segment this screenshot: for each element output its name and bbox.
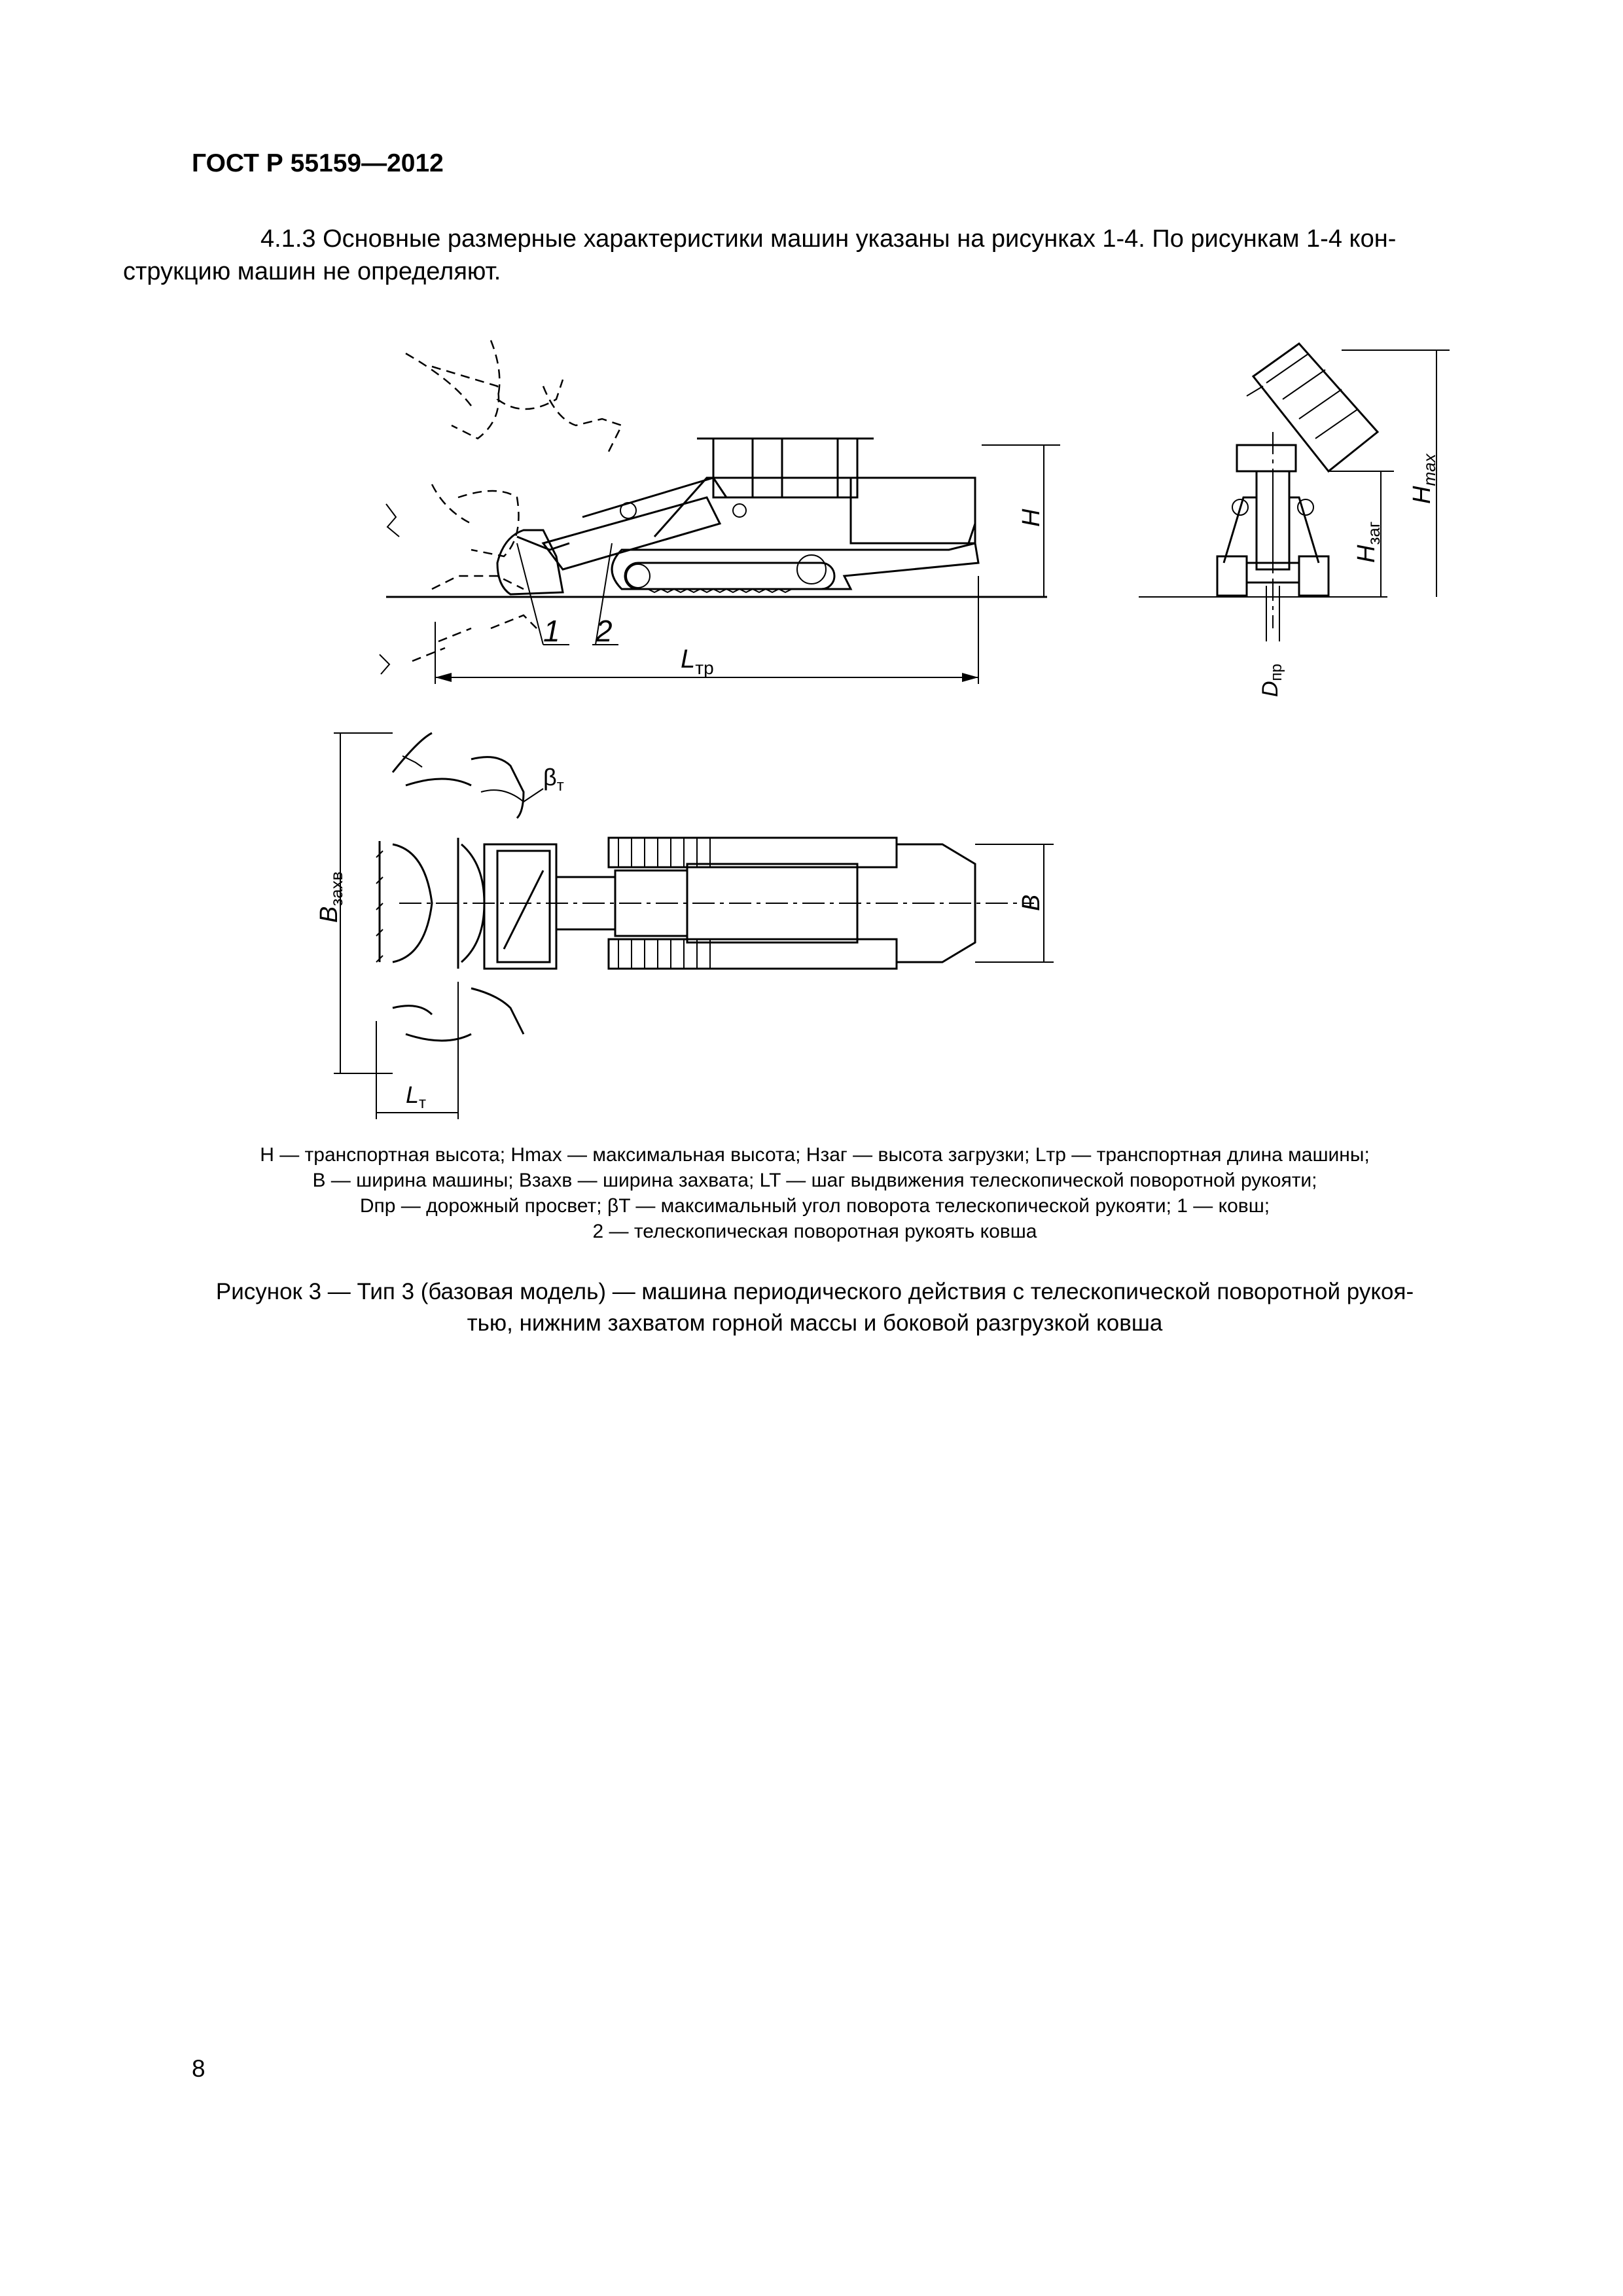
Dpr-label: Dпр: [1258, 664, 1285, 697]
legend-line-3: Dпр — дорожный просвет; βT — максимальный угол поворота телескопической рукояти; 1 — ковш;: [359, 1195, 1270, 1217]
intro-line-1: 4.1.3 Основные размерные характеристики машин указаны на рисунках 1-4. По рисункам 1-4 кон-: [260, 225, 1397, 253]
caption-line-2: тью, нижним захватом горной массы и боковой разгрузкой ковша: [467, 1310, 1163, 1336]
beta-label: $\beta_т$: [543, 764, 564, 795]
bucket-raised-ghost-3: [543, 386, 622, 452]
bucket-working-ghost: [432, 484, 519, 556]
cab-frame: [713, 439, 857, 497]
L-label: $L_{тр}$: [681, 645, 714, 678]
swing-teeth-ul: [402, 756, 422, 767]
swing-bucket-upper-left: [393, 733, 471, 785]
page-number: 8: [192, 2055, 205, 2082]
front-bucket-edge: [1247, 386, 1263, 396]
Bzahv-label: $B_{захв}$: [315, 871, 346, 923]
legend-line-2: B — ширина машины; Bзахв — ширина захвата; LT — шаг выдвижения телескопической поворотной рукояти;: [312, 1170, 1317, 1191]
front-track-left: [1217, 556, 1247, 596]
caption-line-1: Рисунок 3 — Тип 3 (базовая модель) — машина периодического действия с телескопической поворотной рукоя-: [215, 1279, 1414, 1304]
callout-2: 2: [596, 614, 613, 648]
track-sprocket-icon: [797, 555, 826, 584]
front-body-sides: [1224, 497, 1319, 563]
front-pivot-right: [1298, 499, 1313, 515]
bucket-floor-ghost: [412, 648, 445, 661]
bucket-raised-ghost-1: [406, 353, 499, 439]
track-idler-icon: [626, 564, 650, 588]
side-view: [380, 340, 1387, 684]
break-mark-top: [386, 504, 399, 537]
telescopic-arm: [543, 497, 720, 569]
legend-line-4: 2 — телескопическая поворотная рукоять ковша: [592, 1221, 1037, 1242]
seat-icon: [733, 504, 746, 517]
figure-caption: [203, 1276, 1427, 1339]
plan-track-left-pads: [618, 838, 710, 867]
swing-bucket-lower-right: [471, 988, 524, 1034]
document-header: ГОСТ Р 55159—2012: [192, 149, 444, 177]
beta-leader: [524, 789, 543, 802]
beta-arc: [481, 790, 524, 802]
track-belt: [625, 563, 834, 589]
track-assembly: [612, 543, 978, 589]
plan-view: [315, 733, 1054, 1119]
figure-legend: [196, 1142, 1433, 1244]
break-mark-bottom: [380, 655, 389, 674]
bucket-ground-ghost: [438, 615, 537, 641]
Hzag-label: $H_{заг}$: [1353, 521, 1383, 563]
B-label: B: [1018, 894, 1045, 911]
plan-track-right: [609, 939, 897, 969]
front-view: [1217, 344, 1450, 697]
front-bucket-ribs: [1266, 353, 1358, 439]
swing-bucket-upper-right: [471, 757, 524, 818]
front-track-right: [1299, 556, 1329, 596]
legend-line-1: H — транспортная высота; Hmax — максимальная высота; Hзаг — высота загрузки; Lтр — транспортная длина машины;: [260, 1144, 1370, 1166]
front-mast-head: [1237, 445, 1296, 471]
bucket-low-ghost: [432, 576, 524, 589]
callout-1: 1: [543, 614, 560, 648]
engine-hood: [851, 478, 975, 543]
H-label: H: [1018, 509, 1045, 527]
swing-bucket-lower-left: [393, 1006, 471, 1041]
intro-line-2: струкцию машин не определяют.: [123, 258, 501, 285]
bucket-raised-ghost-2: [491, 340, 563, 409]
Hmax-label: $H_{max}$: [1408, 454, 1439, 504]
plan-bucket-frame: [484, 844, 556, 969]
LT-label: $L_т$: [406, 1081, 427, 1112]
plan-track-left: [609, 838, 897, 867]
body-upper: [654, 478, 975, 543]
plan-track-right-pads: [618, 939, 710, 969]
arm-pivot: [620, 503, 636, 518]
front-bucket-left: [380, 841, 432, 962]
plan-arm: [504, 870, 543, 949]
